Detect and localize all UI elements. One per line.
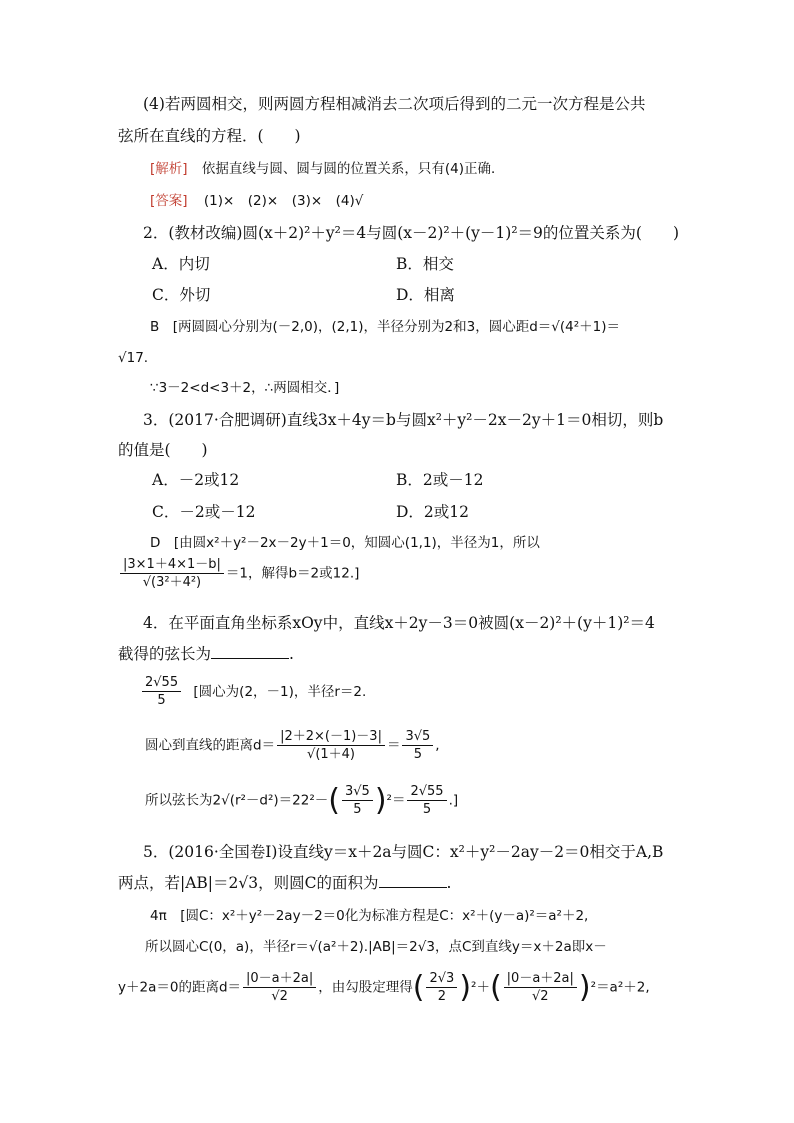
distance-label: 圆心到直线的距离d＝ xyxy=(145,737,276,754)
problem-3-option-a: A．－2或12 xyxy=(152,471,240,489)
problem-2-option-c: C．外切 xyxy=(152,286,211,304)
fraction-denominator: 5 xyxy=(422,802,432,817)
fraction-numerator: 2√55 xyxy=(407,783,446,801)
problem-4-stem-line2: 截得的弦长为 . xyxy=(118,645,294,663)
distance-fraction xyxy=(277,728,385,763)
fraction-numerator: 3√5 xyxy=(402,728,433,746)
square-exponent: ² xyxy=(386,792,392,809)
fraction-numerator: 3√5 xyxy=(342,783,373,801)
fraction-numerator: 2√55 xyxy=(142,674,181,692)
radicand-fraction xyxy=(342,783,373,818)
problem-3-solution-result: ＝1，解得b＝2或12.] xyxy=(225,565,360,582)
fraction-numerator: |0－a＋2a| xyxy=(243,970,316,988)
pythagorean-text: ，由勾股定理得 xyxy=(318,979,413,996)
problem-3-stem-line1: 3．(2017·合肥调研)直线3x＋4y＝b与圆x²＋y²－2x－2y＋1＝0相切，则b xyxy=(143,411,664,429)
fraction-numerator: |0－a＋2a| xyxy=(504,970,577,988)
analysis-line xyxy=(150,158,504,180)
problem-4-stem-text: 截得的弦长为 xyxy=(118,645,212,663)
problem-3-solution-line2 xyxy=(118,556,359,591)
fraction-denominator: 5 xyxy=(157,693,166,708)
fraction-denominator: √(3²＋4²) xyxy=(142,575,202,590)
fraction-denominator: 2 xyxy=(437,989,447,1004)
problem-3-solution-line1: D [由圆x²＋y²－2x－2y＋1＝0，知圆心(1,1)，半径为1，所以 xyxy=(150,535,540,551)
problem-2-solution-line2: √17. xyxy=(118,350,149,366)
problem-4-stem-line1: 4．在平面直角坐标系xOy中，直线x＋2y－3＝0被圆(x－2)²＋(y＋1)²＝4 xyxy=(143,614,655,632)
problem-5-stem-text: 两点，若|AB|＝2√3，则圆C的面积为 xyxy=(118,874,379,892)
fraction-denominator: √2 xyxy=(271,989,288,1004)
fraction-numerator: |2＋2×(－1)－3| xyxy=(277,728,385,746)
fraction-denominator: √(1＋4) xyxy=(307,747,356,762)
problem-2-stem: 2．(教材改编)圆(x＋2)²＋y²＝4与圆(x－2)²＋(y－1)²＝9的位置关系为( ) xyxy=(143,224,679,242)
distance-label: y＋2a＝0的距离d＝ xyxy=(118,979,242,996)
analysis-text: 依据直线与圆、圆与圆的位置关系，只有(4)正确． xyxy=(201,161,505,177)
fraction-denominator: √2 xyxy=(532,989,549,1004)
distance-value-fraction xyxy=(402,728,433,763)
problem-5-stem-line2: 两点，若|AB|＝2√3，则圆C的面积为 . xyxy=(118,874,452,892)
problem-4-solution-line1 xyxy=(140,674,366,709)
q4-statement-line2: 弦所在直线的方程．( ) xyxy=(118,127,301,145)
problem-3-option-c: C．－2或－12 xyxy=(152,503,256,521)
fraction-denominator: 5 xyxy=(413,747,423,762)
equation-result: ＝a²＋2, xyxy=(596,979,650,996)
equals-sign: ＝ xyxy=(391,792,406,809)
fraction-numerator: |3×1＋4×1－b| xyxy=(120,556,224,574)
problem-2-solution-line1: B [两圆圆心分别为(－2,0)，(2,1)，半径分别为2和3，圆心距d＝√(4²＋1)＝ xyxy=(150,319,621,335)
problem-2-option-b: B．相交 xyxy=(396,255,454,273)
problem-4-solution-line3: 所以弦长为2√(r²－d²)＝22²－( $\frac{3√5}{5}$ )²＝ $\frac{2√55}{5}$ .] xyxy=(145,782,459,818)
distance-fraction xyxy=(120,556,224,591)
problem-5-stem-line1: 5．(2016·全国卷Ⅰ)设直线y＝x＋2a与圆C：x²＋y²－2ay－2＝0相交于A,B xyxy=(143,843,664,861)
answer-fraction xyxy=(142,674,181,709)
problem-5-solution-line3: y＋2a＝0的距离d＝ $\frac{|0-a+2a|}{√2}$ ，由勾股定理得( $\frac{2√3}{2}$ )²＋( $\frac{|0-a+2a|}{√2}$ )²＝a²＋2, xyxy=(118,969,650,1005)
chord-length-text: 所以弦长为2√(r²－d²)＝2 xyxy=(145,792,301,809)
analysis-tag: [解析] xyxy=(150,161,188,177)
problem-4-solution-line2: 圆心到直线的距离d＝ $\frac{|2+2\times(-1)-3|}{√(1+4)}$ ＝ $\frac{3√5}{5}$ , xyxy=(145,729,440,762)
answer-text: (1)× (2)× (3)× (4)√ xyxy=(203,193,364,209)
problem-5-solution-line1: 4π [圆C：x²＋y²－2ay－2＝0化为标准方程是C：x²＋(y－a)²＝a²＋2, xyxy=(150,908,589,924)
distance-fraction-squared xyxy=(504,970,577,1005)
problem-5-solution-line2: 所以圆心C(0，a)，半径r＝√(a²＋2).|AB|＝2√3，点C到直线y＝x＋2a即x－ xyxy=(145,939,607,955)
answer-line xyxy=(150,190,363,212)
answer-blank xyxy=(211,644,289,659)
problem-3-stem-line2: 的值是( ) xyxy=(118,441,208,459)
problem-3-option-d: D．2或12 xyxy=(396,503,470,521)
q4-statement-line1: (4)若两圆相交，则两圆方程相减消去二次项后得到的二元一次方程是公共 xyxy=(143,95,646,113)
problem-3-option-b: B．2或－12 xyxy=(396,471,484,489)
problem-2-option-d: D．相离 xyxy=(396,286,455,304)
problem-2-option-a: A．内切 xyxy=(152,255,210,273)
answer-tag: [答案] xyxy=(150,193,188,209)
problem-2-solution-line3: ∵3－2<d<3＋2，∴两圆相交．] xyxy=(150,380,340,396)
half-chord-fraction xyxy=(426,970,457,1005)
chord-length-fraction xyxy=(407,783,446,818)
problem-4-solution-text: [圆心为(2，－1)，半径r＝2. xyxy=(193,683,367,700)
answer-blank xyxy=(379,873,447,888)
chord-radicand: 2²－ xyxy=(300,792,329,809)
fraction-denominator: 5 xyxy=(353,802,362,817)
distance-fraction xyxy=(243,970,316,1005)
fraction-numerator: 2√3 xyxy=(426,970,457,988)
